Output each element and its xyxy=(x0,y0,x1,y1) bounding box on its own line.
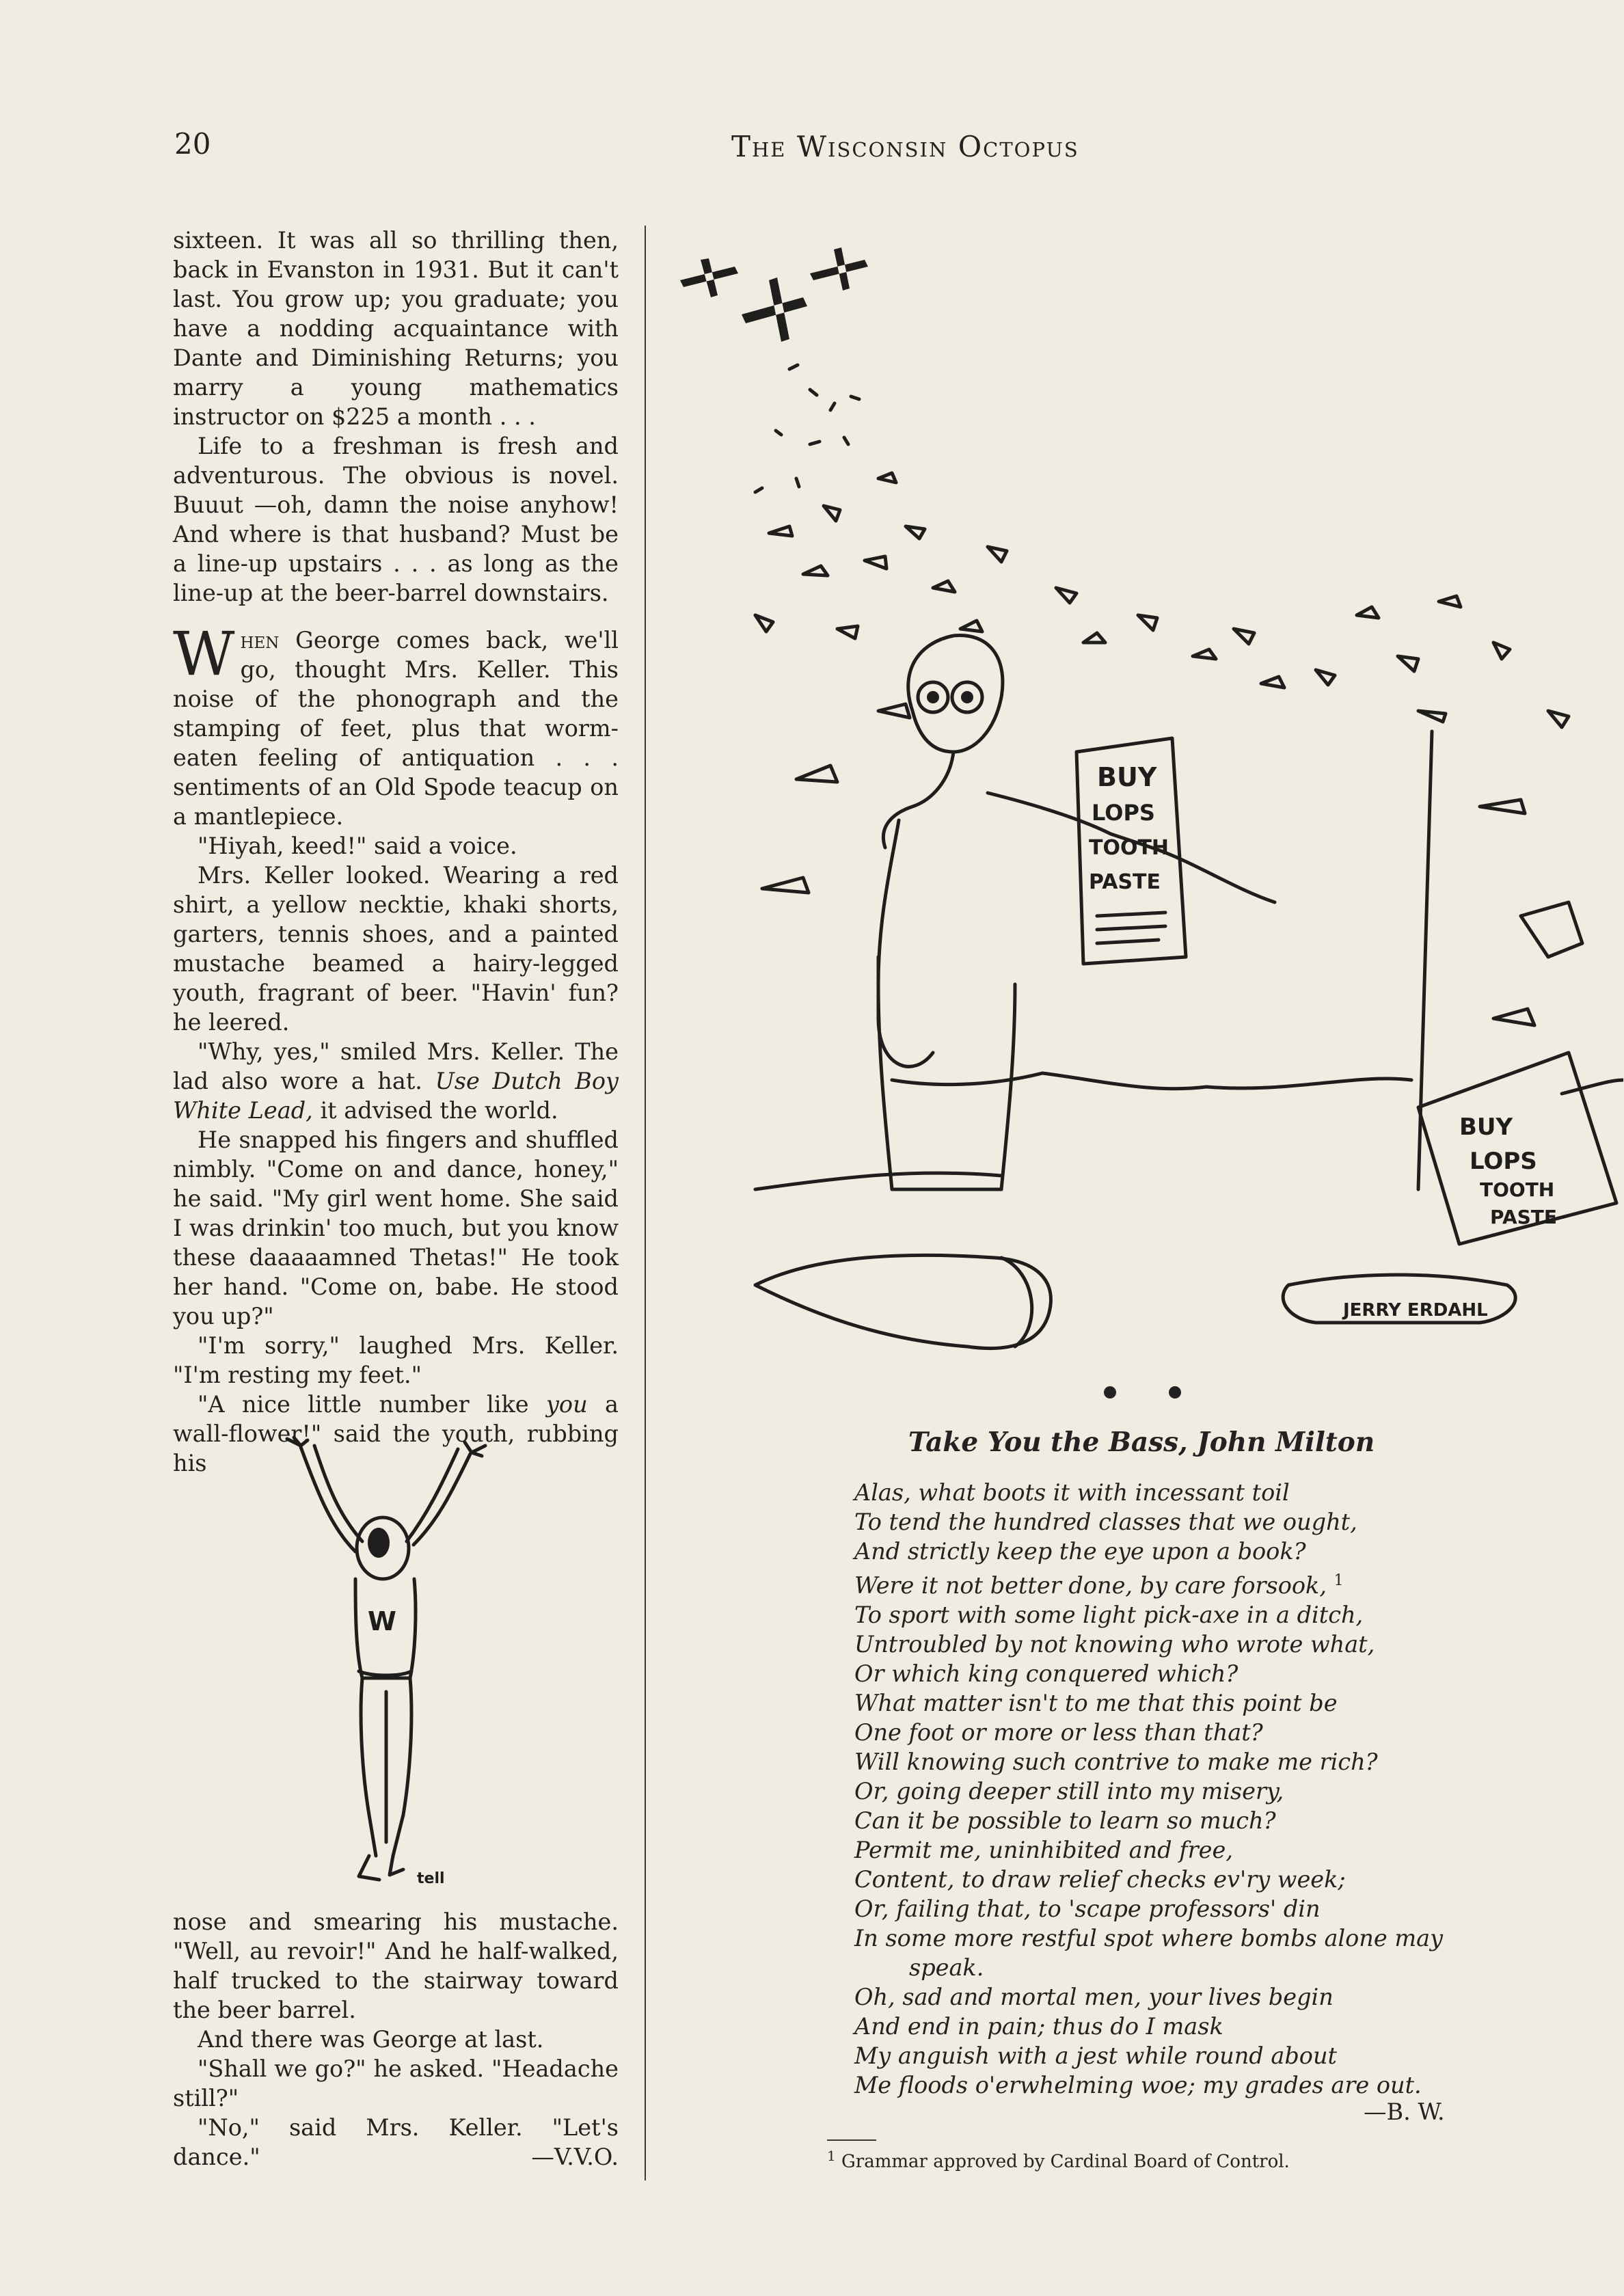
poem-line: Can it be possible to learn so much? xyxy=(854,1807,1276,1835)
paragraph-text: a wall-flower!" said the youth, rubbing his xyxy=(173,1391,619,1476)
sweater-letter: W xyxy=(368,1606,396,1636)
paragraph: sixteen. It was all so thrilling then, back in Evanston in 1931. But it can't last. You grow up; you graduate; you have a nodding acquaintance with Dante and Diminishing Returns; you marry a young mathematics instructor on $225 a month . . . xyxy=(173,227,619,430)
poem-line: In some more restful spot where bombs alone may xyxy=(854,1925,1444,1952)
sign-upper-line: TOOTH xyxy=(1089,836,1169,860)
poem-line: Untroubled by not knowing who wrote what, xyxy=(854,1631,1375,1658)
section-separator-dots xyxy=(1097,1381,1193,1408)
separator-dot xyxy=(1104,1386,1116,1399)
sign-upper-line: LOPS xyxy=(1092,800,1155,826)
small-caps-word: hen xyxy=(240,627,280,653)
poem-line: To sport with some light pick-axe in a ditch, xyxy=(854,1602,1364,1629)
paragraph-text: George comes back, we'll go, thought Mrs. Keller. This noise of the phonograph and the stamping of feet, plus that worm-eaten feeling of antiquation . . . sentiments of an Old Spode teacup on a mantlepiece. xyxy=(173,627,619,830)
footnote-text: Grammar approved by Cardinal Board of Control. xyxy=(841,2151,1290,2172)
poem-line: And end in pain; thus do I mask xyxy=(854,2013,1223,2040)
sign-upper-line: PASTE xyxy=(1089,870,1161,894)
poem-line: Will knowing such contrive to make me rich? xyxy=(854,1748,1378,1776)
poem-line-text: Were it not better done, by care forsook, xyxy=(854,1572,1327,1599)
poem-line: And strictly keep the eye upon a book? xyxy=(854,1538,1306,1565)
poem-line: One foot or more or less than that? xyxy=(854,1719,1263,1746)
bomber-planes xyxy=(680,247,868,342)
dancing-youth-cartoon xyxy=(253,1432,540,1890)
pole xyxy=(1418,731,1432,1189)
poem-line: What matter isn't to me that this point be xyxy=(854,1690,1338,1717)
poem-line: Me floods o'erwhelming woe; my grades are out. xyxy=(854,2072,1422,2099)
poem-line: My anguish with a jest while round about xyxy=(854,2042,1337,2070)
paragraph xyxy=(173,1037,619,1125)
poem-line: speak. xyxy=(909,1954,984,1982)
paragraph: "Hiyah, keed!" said a voice. xyxy=(198,833,517,859)
poem-body xyxy=(854,1478,1470,2100)
section-opening-paragraph xyxy=(173,619,619,831)
footnote-marker: 1 xyxy=(827,2148,836,2164)
poem-line: Or, failing that, to 'scape professors' din xyxy=(854,1895,1321,1923)
poem-line xyxy=(854,1566,1470,1600)
sign-lower-line: TOOTH xyxy=(1480,1178,1555,1201)
poem-title: Take You the Bass, John Milton xyxy=(908,1427,1375,1458)
poem-line: Content, to draw relief checks ev'ry week; xyxy=(854,1866,1346,1893)
paragraph: "I'm sorry," laughed Mrs. Keller. "I'm resting my feet." xyxy=(173,1332,619,1388)
left-column-text xyxy=(173,226,619,1478)
paragraph: "Shall we go?" he asked. "Headache still?" xyxy=(173,2055,619,2111)
story-signature: —V.V.O. xyxy=(531,2144,619,2170)
italic-text: Use Dutch Boy White Lead, xyxy=(173,1068,619,1124)
paragraph: nose and smearing his mustache. "Well, au revoir!" And he half-walked, half trucked to the stairway toward the beer barrel. xyxy=(173,1908,619,2023)
running-head xyxy=(731,130,1079,163)
paragraph-text: "No," said Mrs. Keller. "Let's dance." xyxy=(173,2114,619,2170)
left-column-text-continued xyxy=(173,1907,619,2172)
italic-text: you xyxy=(545,1391,588,1418)
sign-lower-line: BUY xyxy=(1459,1113,1513,1141)
sign-held xyxy=(1077,738,1186,964)
poem-signature: —B. W. xyxy=(1364,2098,1445,2125)
footnote-marker: 1 xyxy=(1334,1572,1344,1589)
paragraph-text: "A nice little number like xyxy=(198,1391,546,1418)
paragraph-text: "Why, yes," smiled Mrs. Keller. The lad also wore a hat. xyxy=(173,1038,619,1094)
publication-title: The Wisconsin Octopus xyxy=(731,130,1079,163)
footnote-rule xyxy=(827,2139,876,2141)
paragraph: Life to a freshman is fresh and adventurous. The obvious is novel. Buuut —oh, damn the noise anyhow! And where is that husband? Must be a line-up upstairs . . . as long as the line-up at the beer-barrel downstairs. xyxy=(173,433,619,606)
footnote xyxy=(827,2148,1290,2172)
poem-line: Or which king conquered which? xyxy=(854,1660,1239,1688)
falling-leaflets xyxy=(755,365,1582,1025)
paragraph xyxy=(173,2113,619,2172)
soldier-figure xyxy=(878,636,1275,1189)
artist-signature: JERRY ERDAHL xyxy=(1343,1300,1488,1321)
poem-line: To tend the hundred classes that we ought, xyxy=(854,1509,1357,1535)
gas-mask-soldier-cartoon xyxy=(673,232,1623,1353)
column-divider xyxy=(645,226,646,2180)
ground-sign xyxy=(1418,1053,1616,1244)
drop-cap: W xyxy=(173,619,235,689)
paragraph-text: it advised the world. xyxy=(312,1097,558,1124)
poem-line: Oh, sad and mortal men, your lives begin xyxy=(854,1984,1334,2011)
sign-lower-line: LOPS xyxy=(1470,1148,1537,1175)
paragraph: He snapped his fingers and shuffled nimbly. "Come on and dance, honey," he said. "My girl went home. She said I was drinkin' too much, but you know these daaaaamned Thetas!" He took her hand. "Come on, babe. He stood you up?" xyxy=(173,1126,619,1329)
sign-upper-line: BUY xyxy=(1097,762,1157,792)
separator-dot xyxy=(1169,1386,1181,1399)
poem-line: Permit me, uninhibited and free, xyxy=(854,1837,1233,1864)
paragraph: Mrs. Keller looked. Wearing a red shirt, a yellow necktie, khaki shorts, garters, tennis shoes, and a painted mustache beamed a hairy-legged youth, fragrant of beer. "Havin' fun? he leered. xyxy=(173,862,619,1036)
sign-lower-line: PASTE xyxy=(1490,1206,1558,1228)
poem-line: Or, going deeper still into my misery, xyxy=(854,1778,1284,1805)
bomb-shell xyxy=(755,1255,1051,1348)
paragraph: And there was George at last. xyxy=(198,2026,544,2053)
page-number: 20 xyxy=(174,127,211,161)
poem-line: Alas, what boots it with incessant toil xyxy=(854,1479,1290,1506)
cartoon-signature: tell xyxy=(417,1870,445,1887)
